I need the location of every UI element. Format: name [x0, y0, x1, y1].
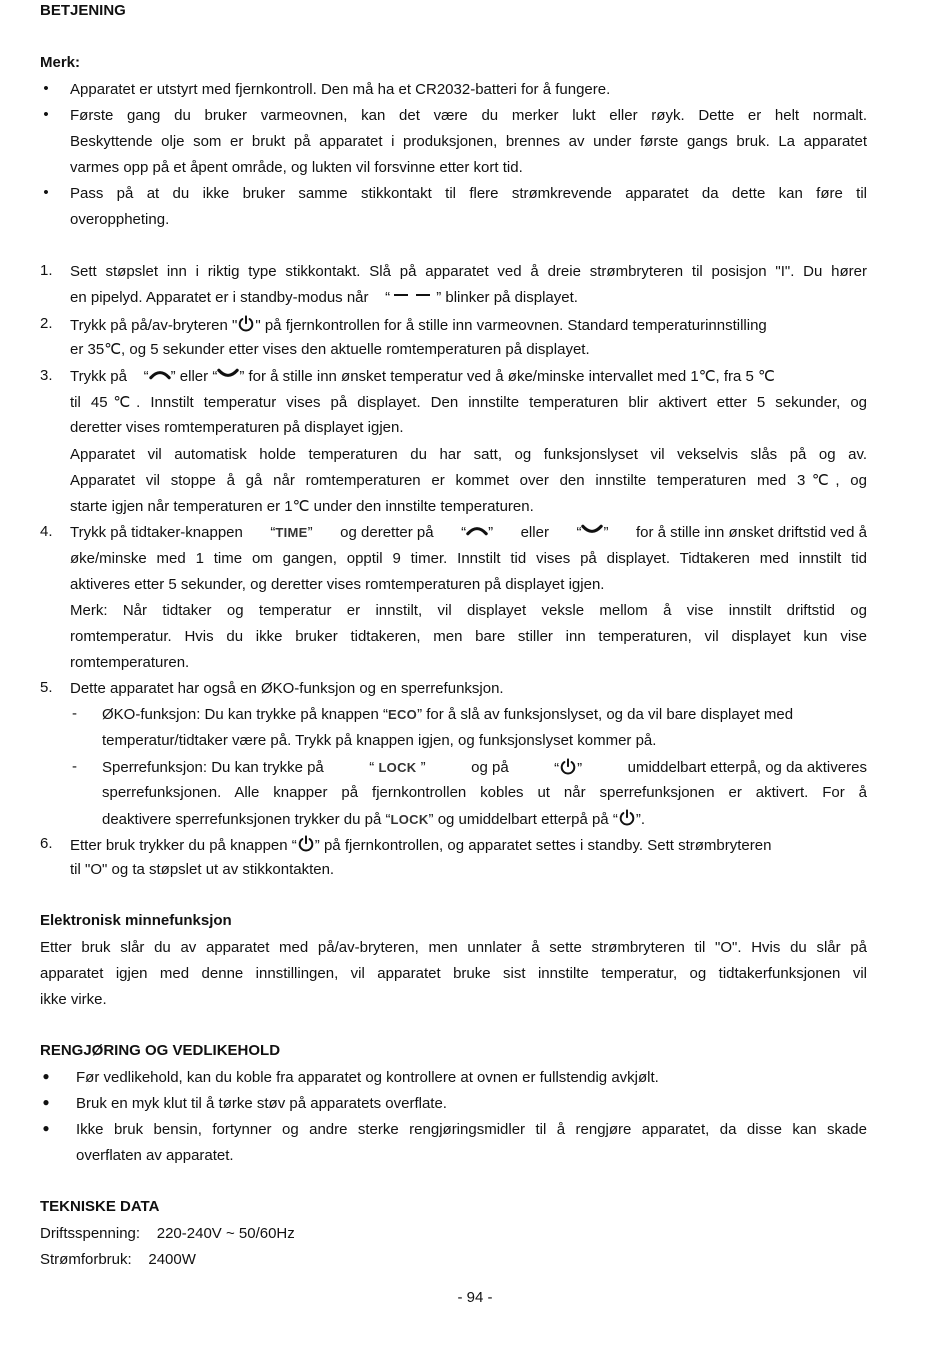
voltage-row [40, 1224, 295, 1244]
voltage-value: 220-240V ~ 50/60Hz [156, 1225, 295, 1242]
step-6-text-end: på fjernkontrollen, og apparatet settes i standby. Sett strømbryteren [323, 837, 772, 854]
step-2-line-2: er 35℃, og 5 sekunder etter vises den aktuelle romtemperaturen på displayet. [70, 341, 590, 358]
lock-text-4: og umiddelbart etterpå på [437, 811, 609, 828]
eco-text: ØKO-funksjon: Du kan trykke på knappen [102, 706, 379, 723]
chevron-up-icon [149, 368, 171, 380]
step-4-line-3: aktiveres etter 5 sekunder, og deretter vises romtemperaturen på displayet igjen. [70, 576, 605, 593]
memory-line-1: Etter bruk slår du av apparatet med på/av-bryteren, men unnlater å sette strømbryteren til "O". Hvis du slår på [40, 939, 867, 956]
cleaning-heading: RENGJØRING OG VEDLIKEHOLD [40, 1042, 281, 1059]
step-number: 5. [40, 679, 53, 696]
step-1-line-2: en pipelyd. Apparatet er i standby-modus når “ ” blinker på displayet. [70, 289, 578, 306]
voltage-label: Driftsspenning: [40, 1225, 141, 1242]
bullet-icon: ● [42, 1069, 50, 1083]
eco-text-end: for å slå av funksjonslyset, og da vil bare displayet med [426, 706, 794, 723]
note-heading: Merk: [40, 54, 81, 71]
step-3-line-3: deretter vises romtemperaturen på displayet igjen. [70, 419, 404, 436]
bullet-icon: ● [42, 1121, 50, 1135]
power-icon [297, 835, 315, 853]
step-1-text: en pipelyd. Apparatet er i standby-modus når [70, 289, 369, 306]
note-2-line-2: Beskyttende olje som er brukt på apparatet i produksjonen, brennes av under første gangs bruk. La apparatet [70, 133, 867, 150]
step-3-line-2: til 45℃. Innstilt temperatur vises på displayet. Den innstilte temperaturen blir aktivert etter 5 sekunder, og [70, 394, 867, 411]
lock-text: Sperrefunksjon: Du kan trykke på [102, 759, 324, 776]
step-4-text-end: for å stille inn ønsket driftstid ved å [635, 524, 867, 541]
lock-text-3: deaktivere sperrefunksjonen trykker du på [102, 811, 382, 828]
step-3-line-4: Apparatet vil automatisk holde temperaturen du har satt, og funksjonslyset vil vekselvis slås på og av. [70, 446, 867, 463]
step-2-line-1 [70, 315, 767, 336]
note-3-line-2: overoppheting. [70, 211, 170, 228]
step-3-or: eller [179, 368, 209, 385]
memory-line-3: ikke virke. [40, 991, 107, 1008]
step-number: 6. [40, 835, 53, 852]
note-2-line-3: varmes opp på et åpent område, og lukten vil forsvinne etter kort tid. [70, 159, 523, 176]
cleaning-item-1: Før vedlikehold, kan du koble fra apparatet og kontrollere at ovnen er fullstendig avkjølt. [76, 1069, 659, 1086]
step-1-line-1: Sett støpslet inn i riktig type stikkontakt. Slå på apparatet ved å dreie strømbryteren til posisjon "I". Du hører [70, 263, 867, 280]
time-button-ref: “TIME” [270, 524, 313, 541]
step-2-text: Trykk på på/av-bryteren " [70, 317, 238, 334]
page-number: - 94 - [457, 1289, 493, 1306]
note-2-line-1: Første gang du bruker varmeovnen, kan det være du merker lukt eller røyk. Dette er helt normalt. [70, 107, 867, 124]
bullet-icon: • [43, 184, 49, 201]
step-4-line-4: Merk: Når tidtaker og temperatur er innstilt, vil displayet veksle mellom å vise innstilt driftstid og [70, 602, 867, 619]
bullet-icon: ● [42, 1095, 50, 1109]
step-number: 3. [40, 367, 53, 384]
cleaning-item-2: Bruk en myk klut til å tørke støv på apparatets overflate. [76, 1095, 447, 1112]
step-3-line-6: starte igjen når temperaturen er 1℃ under den innstilte temperaturen. [70, 498, 534, 515]
step-4-text-2: og deretter på [340, 524, 434, 541]
eco-line-2: temperatur/tidtaker være på. Trykk på knappen igjen, og funksjonslyset kommer på. [102, 732, 657, 749]
double-dash-icon [390, 290, 436, 300]
step-number: 4. [40, 523, 53, 540]
power-icon [559, 758, 577, 776]
eco-line-1: ØKO-funksjon: Du kan trykke på knappen “ECO” for å slå av funksjonslyset, og da vil bare displayet med [102, 706, 794, 723]
time-button-label: TIME [275, 525, 308, 540]
step-2-text-end: " på fjernkontrollen for å stille inn varmeovnen. Standard temperaturinnstilling [255, 317, 767, 334]
step-3-text-end: for å stille inn ønsket temperatur ved å øke/minske intervallet med 1℃, fra 5 ℃ [248, 368, 775, 385]
bullet-icon: • [43, 80, 49, 97]
lock-text-2: og på [471, 759, 509, 776]
note-3-line-1: Pass på at du ikke bruker samme stikkontakt til flere strømkrevende apparatet da dette kan føre til [70, 185, 867, 202]
eco-button-label: ECO [387, 707, 418, 722]
chevron-down-icon [581, 524, 603, 536]
lock-button-label: LOCK [378, 760, 417, 775]
step-6-text: Etter bruk trykker du på knappen [70, 837, 288, 854]
step-1-text-end: blinker på displayet. [445, 289, 578, 306]
step-4-line-5: romtemperatur. Hvis du ikke bruker tidtakeren, men bare stiller inn temperaturen, vil displayet kun vise [70, 628, 867, 645]
memory-heading: Elektronisk minnefunksjon [40, 912, 232, 929]
step-3-text: Trykk på [70, 368, 127, 385]
step-3-line-5: Apparatet vil stoppe å gå når romtemperaturen er kommet over den innstilte temperaturen med 3℃, og [70, 472, 867, 489]
step-3-line-1: Trykk på “ ” eller “ ” for å stille inn ønsket temperatur ved å øke/minske intervallet med 1℃, fra 5 ℃ [70, 368, 775, 385]
lock-text-end: umiddelbart etterpå, og da aktiveres [627, 759, 867, 776]
step-4-text: Trykk på tidtaker-knappen [70, 524, 243, 541]
step-number: 2. [40, 315, 53, 332]
step-6-line-2: til "O" og ta støpslet ut av stikkontakten. [70, 861, 335, 878]
note-1-line-1: Apparatet er utstyrt med fjernkontroll. Den må ha et CR2032-batteri for å fungere. [70, 81, 611, 98]
lock-button-label: LOCK [390, 812, 429, 827]
step-4-line-2: øke/minske med 1 time om gangen, opptil 9 timer. Innstilt tid vises på displayet. Tidtakeren med innstilt tid [70, 550, 867, 567]
chevron-down-icon [217, 368, 239, 380]
step-4-line-6: romtemperaturen. [70, 654, 190, 671]
dash-bullet: - [72, 705, 77, 722]
step-5-line-1: Dette apparatet har også en ØKO-funksjon og en sperrefunksjon. [70, 680, 504, 697]
lock-line-2: sperrefunksjonen. Alle knapper på fjernkontrollen kobles ut når sperrefunksjonen er aktivert. For å [102, 784, 867, 801]
section-heading: BETJENING [40, 2, 126, 19]
chevron-up-icon [466, 524, 488, 536]
power-icon [237, 315, 255, 333]
memory-line-2: apparatet igjen med denne innstillingen, vil apparatet bruke sist innstilte temperatur, og tidtakerfunksjonen vil [40, 965, 867, 982]
lock-line-3: deaktivere sperrefunksjonen trykker du på “LOCK” og umiddelbart etterpå på “ ”. [102, 811, 645, 828]
step-4-line-1: Trykk på tidtaker-knappen “TIME” og deretter på “ ” eller “ ” for å stille inn ønsket driftstid ved å [70, 524, 867, 541]
power-row [40, 1250, 196, 1270]
power-value: 2400W [148, 1251, 196, 1268]
step-6-line-1: Etter bruk trykker du på knappen “ ” på fjernkontrollen, og apparatet settes i standby. Sett strømbryteren [70, 837, 772, 854]
lock-line-1: Sperrefunksjon: Du kan trykke på “ LOCK ” og på “ ” umiddelbart etterpå, og da aktiveres [102, 759, 867, 777]
step-number: 1. [40, 262, 53, 279]
power-icon [618, 809, 636, 827]
cleaning-item-3-line-1: Ikke bruk bensin, fortynner og andre sterke rengjøringsmidler til å rengjøre apparatet, da disse kan skade [76, 1121, 867, 1138]
dash-bullet: - [72, 758, 77, 775]
bullet-icon: • [43, 106, 49, 123]
cleaning-item-3-line-2: overflaten av apparatet. [76, 1147, 234, 1164]
tech-heading: TEKNISKE DATA [40, 1198, 160, 1215]
step-4-or: eller [520, 524, 549, 541]
power-label: Strømforbruk: [40, 1251, 132, 1268]
